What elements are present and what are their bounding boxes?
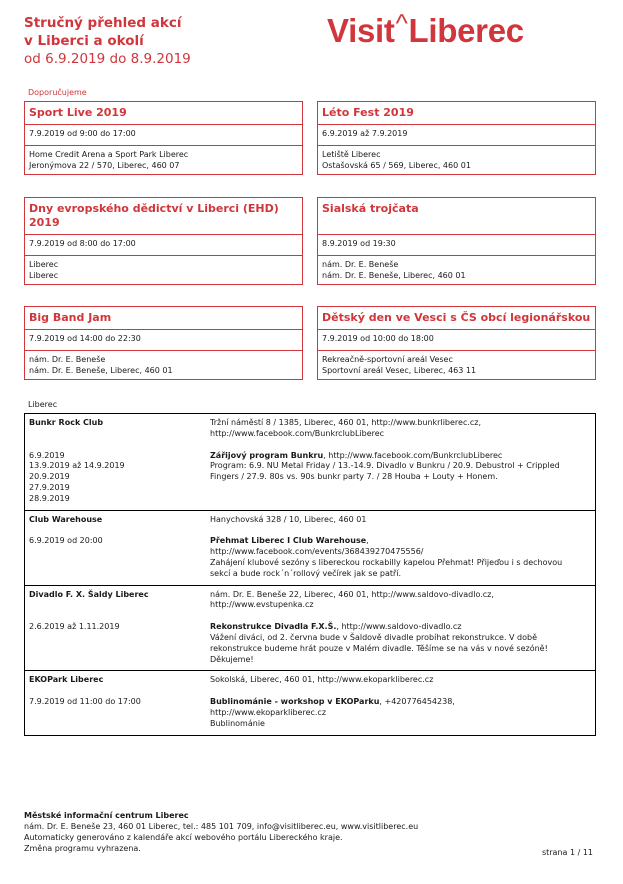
footer-contact: nám. Dr. E. Beneše 23, 460 01 Liberec, tel.: 485 101 709, info@visitliberec.eu, www.visitliberec.eu xyxy=(24,822,419,831)
card-where xyxy=(25,146,302,174)
event-details xyxy=(210,622,591,665)
recommended-card xyxy=(317,197,596,285)
venue-name: Club Warehouse xyxy=(29,514,103,524)
card-when: 7.9.2019 od 9:00 do 17:00 xyxy=(25,125,302,146)
event-description: Fingers / 27.9. 80s vs. 90s bunkr party 7. / 28 Houba + Louty + Honem. xyxy=(210,472,498,482)
event-date: 27.9.2019 xyxy=(29,482,70,492)
recommended-card xyxy=(317,306,596,380)
event-link: , http://www.facebook.com/BunkrclubLiberec xyxy=(323,450,503,460)
visit-liberec-logo xyxy=(327,8,599,50)
event-description: Program: 6.9. NU Metal Friday / 13.-14.9. Divadlo v Bunkru / 20.9. Debustrol + Crippled xyxy=(210,461,560,471)
event-description: Bublinománie xyxy=(210,718,265,728)
address-line: nám. Dr. E. Beneše 22, Liberec, 460 01, http://www.saldovo-divadlo.cz, xyxy=(210,589,494,599)
event-title: Rekonstrukce Divadla F.X.Š. xyxy=(210,622,337,632)
event-title: Bublinománie - workshop v EKOParku xyxy=(210,697,380,707)
date-range: od 6.9.2019 do 8.9.2019 xyxy=(24,51,191,67)
card-where-line: Rekreačně-sportovní areál Vesec xyxy=(322,355,453,364)
event-description: rekonstrukce budeme hrát pouze v Malém divadle. Těšíme se na vás v nové sezóně! xyxy=(210,643,548,653)
recommended-card xyxy=(317,101,596,175)
venue-address: Sokolská, Liberec, 460 01, http://www.ekoparkliberec.cz xyxy=(210,675,434,685)
venue-table xyxy=(24,413,596,736)
card-where-line: nám. Dr. E. Beneše xyxy=(322,260,399,269)
card-where-line: Jeronýmova 22 / 570, Liberec, 460 07 xyxy=(29,161,180,170)
card-where xyxy=(25,256,302,284)
page-number: strana 1 / 11 xyxy=(541,848,593,857)
card-when: 7.9.2019 od 8:00 do 17:00 xyxy=(25,235,302,256)
event-description: Zahájení klubové sezóny s libereckou rockabilly kapelou Přehmat! Přijeďou i s dechovou xyxy=(210,557,563,567)
event-dates xyxy=(29,622,210,665)
venue-address xyxy=(210,590,591,612)
venue-row xyxy=(25,511,595,586)
event-link-line: http://www.facebook.com/events/368439270475556/ xyxy=(210,547,424,557)
card-where-line: nám. Dr. E. Beneše xyxy=(29,355,106,364)
footer-change-note: Změna programu vyhrazena. xyxy=(24,844,141,853)
card-when: 6.9.2019 až 7.9.2019 xyxy=(318,125,595,146)
event-details xyxy=(210,697,591,729)
event-date: 28.9.2019 xyxy=(29,493,70,503)
card-where xyxy=(318,351,595,379)
card-where-line: Sportovní areál Vesec, Liberec, 463 11 xyxy=(322,366,477,375)
venue-address xyxy=(210,418,591,440)
card-when: 8.9.2019 od 19:30 xyxy=(318,235,595,256)
logo-word-liberec: Liberec xyxy=(408,12,524,49)
card-where-line: Home Credit Arena a Sport Park Liberec xyxy=(29,150,189,159)
event-description: Vážení diváci, od 2. června bude v Šaldově divadle probíhat rekonstrukce. V době xyxy=(210,632,538,642)
address-line: http://www.evstupenka.cz xyxy=(210,600,314,610)
footer-organization: Městské informační centrum Liberec xyxy=(24,811,189,820)
title-line-2: v Liberci a okolí xyxy=(24,33,144,49)
card-title: Dětský den ve Vesci s ČS obcí legionářskou xyxy=(318,307,595,330)
card-when: 7.9.2019 od 10:00 do 18:00 xyxy=(318,330,595,351)
event-link: , http://www.saldovo-divadlo.cz xyxy=(336,622,462,632)
event-description: Děkujeme! xyxy=(210,654,254,664)
event-dates xyxy=(29,536,210,579)
card-where xyxy=(25,351,302,379)
venue-row xyxy=(25,414,595,511)
event-date: 7.9.2019 od 11:00 do 17:00 xyxy=(29,697,141,707)
card-title: Sport Live 2019 xyxy=(25,102,302,125)
event-link-line: http://www.ekoparkliberec.cz xyxy=(210,707,327,717)
event-link: , xyxy=(366,536,369,546)
footer-generated-note: Automaticky generováno z kalendáře akcí webového portálu Libereckého kraje. xyxy=(24,833,343,842)
card-title: Big Band Jam xyxy=(25,307,302,330)
recommended-label: Doporučujeme xyxy=(28,88,87,97)
event-details xyxy=(210,536,591,579)
event-date: 2.6.2019 až 1.11.2019 xyxy=(29,622,120,632)
event-date: 20.9.2019 xyxy=(29,472,70,482)
address-line: Tržní náměstí 8 / 1385, Liberec, 460 01, http://www.bunkrliberec.cz, xyxy=(210,418,482,427)
recommended-card xyxy=(24,101,303,175)
event-date: 6.9.2019 od 20:00 xyxy=(29,536,103,546)
event-date: 13.9.2019 až 14.9.2019 xyxy=(29,461,125,471)
event-date: 6.9.2019 xyxy=(29,450,65,460)
card-when: 7.9.2019 od 14:00 do 22:30 xyxy=(25,330,302,351)
city-section-label: Liberec xyxy=(28,400,58,409)
event-dates xyxy=(29,451,210,505)
card-title: Sialská trojčata xyxy=(318,198,595,235)
venue-address: Hanychovská 328 / 10, Liberec, 460 01 xyxy=(210,514,367,524)
venue-name: Bunkr Rock Club xyxy=(29,418,104,427)
footer xyxy=(24,810,418,854)
document-title xyxy=(24,14,314,68)
card-where-line: Letiště Liberec xyxy=(322,150,381,159)
venue-name: EKOPark Liberec xyxy=(29,675,104,685)
event-details xyxy=(210,451,591,505)
card-where-line: nám. Dr. E. Beneše, Liberec, 460 01 xyxy=(322,271,466,280)
recommended-card xyxy=(24,197,303,285)
card-where xyxy=(318,146,595,174)
logo-word-visit: Visit xyxy=(327,12,395,49)
title-line-1: Stručný přehled akcí xyxy=(24,15,182,31)
card-where-line: Liberec xyxy=(29,271,59,280)
venue-row xyxy=(25,586,595,672)
venue-row xyxy=(25,671,595,735)
card-where-line: nám. Dr. E. Beneše, Liberec, 460 01 xyxy=(29,366,173,375)
card-where-line: Ostašovská 65 / 569, Liberec, 460 01 xyxy=(322,161,471,170)
card-title: Dny evropského dědictví v Liberci (EHD) 2019 xyxy=(25,198,302,235)
address-line: http://www.facebook.com/BunkrclubLiberec xyxy=(210,428,385,438)
recommended-card xyxy=(24,306,303,380)
event-link: , +420776454238, xyxy=(379,697,455,707)
logo-caret-icon: ^ xyxy=(395,8,408,38)
event-title: Přehmat Liberec I Club Warehouse xyxy=(210,536,367,546)
venue-name: Divadlo F. X. Šaldy Liberec xyxy=(29,589,149,599)
card-where xyxy=(318,256,595,284)
card-where-line: Liberec xyxy=(29,260,59,269)
event-dates xyxy=(29,697,210,729)
event-title: Zářijový program Bunkru xyxy=(210,450,324,460)
card-title: Léto Fest 2019 xyxy=(318,102,595,125)
event-description: sekcí a bude rock´n´rollový večírek jak se patří. xyxy=(210,568,402,578)
